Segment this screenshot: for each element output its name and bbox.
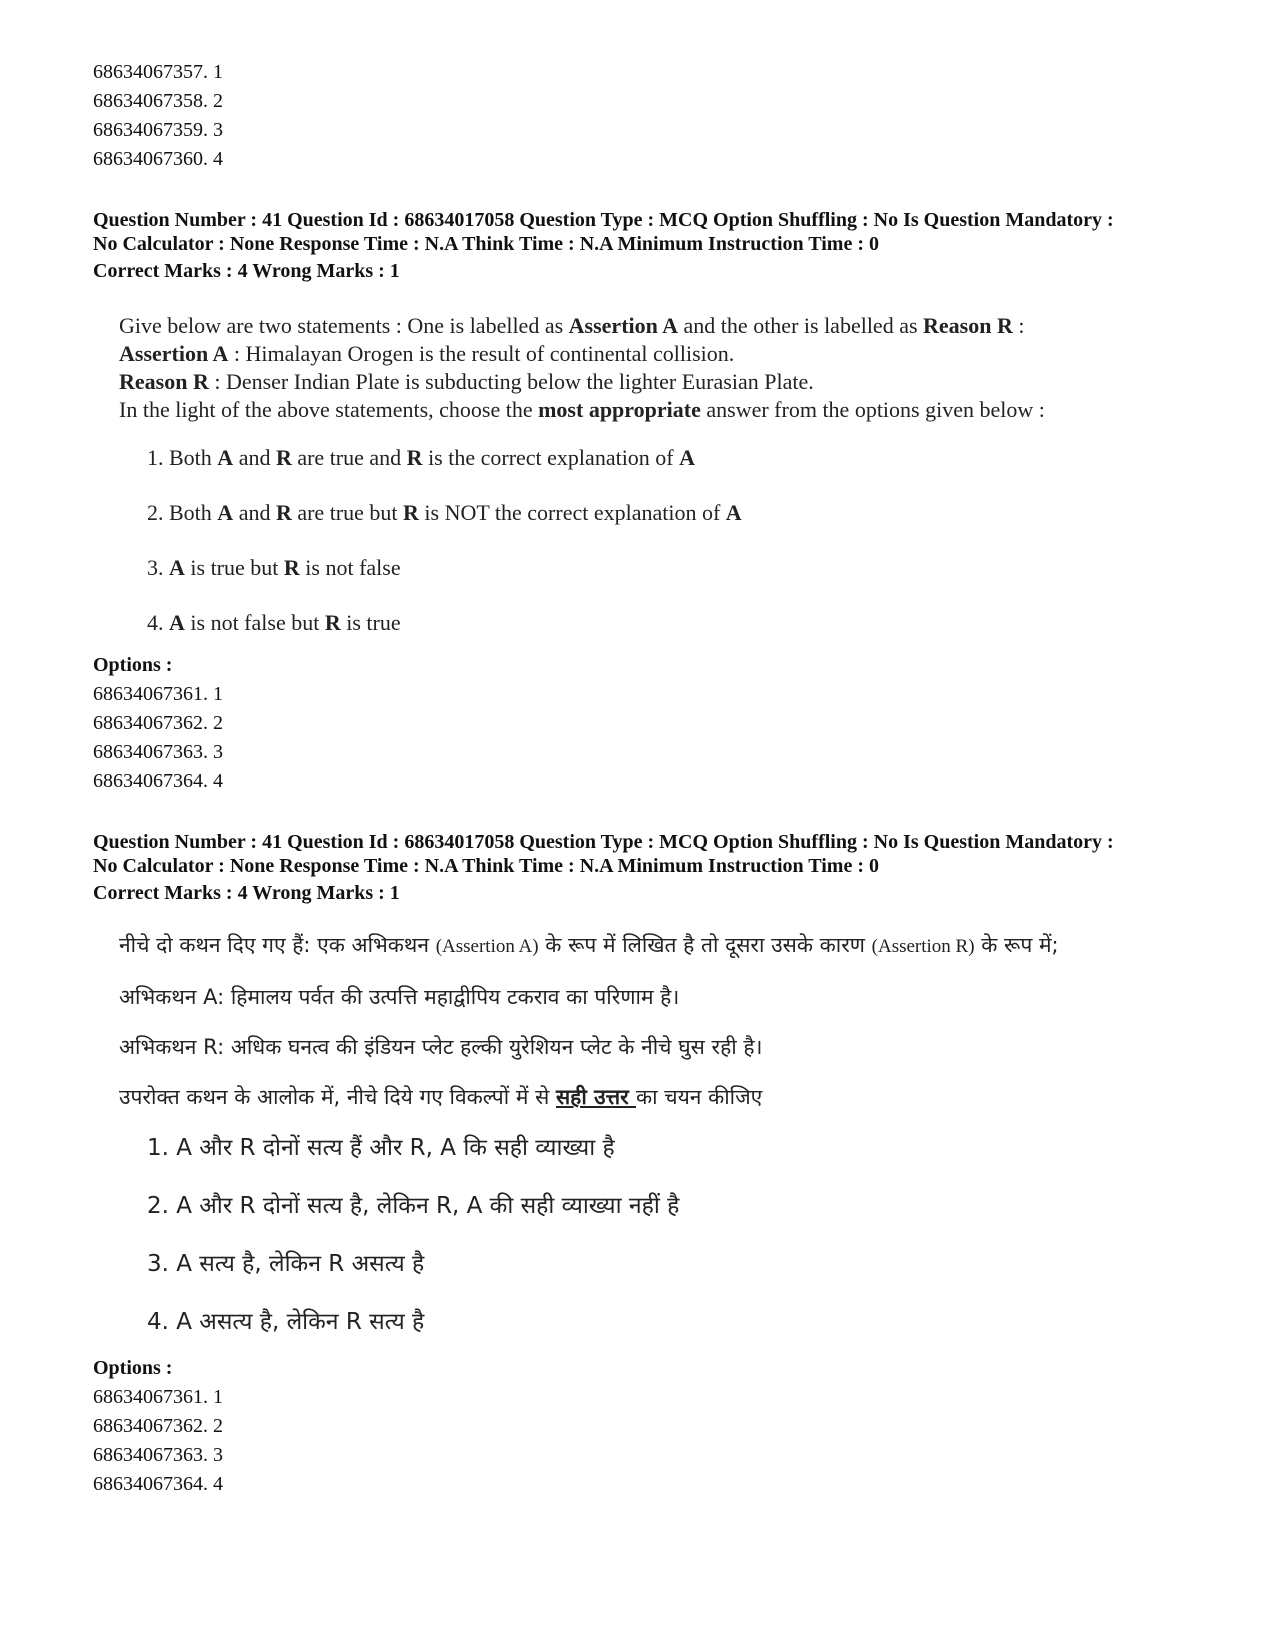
option-id: 68634067361. 1 xyxy=(93,683,223,705)
question-header-line2: No Calculator : None Response Time : N.A Think Time : N.A Minimum Instruction Time : 0 xyxy=(93,855,879,877)
answer-choice-1: 1. Both A and R are true and R is the correct explanation of A xyxy=(147,445,696,470)
options-title: Options : xyxy=(93,654,173,676)
option-id: 68634067363. 3 xyxy=(93,1444,223,1466)
question-block-hindi xyxy=(93,830,1203,1499)
answer-choice-1: 1. A और R दोनों सत्य हैं और R, A कि सही व्याख्या है xyxy=(147,1135,615,1161)
question-body xyxy=(119,930,1203,1338)
option-id: 68634067362. 2 xyxy=(93,712,223,734)
option-id: 68634067361. 1 xyxy=(93,1386,223,1408)
option-id: 68634067357. 1 xyxy=(93,61,223,83)
reason-statement: Reason R : Denser Indian Plate is subducting below the lighter Eurasian Plate. xyxy=(119,369,814,394)
options-title: Options : xyxy=(93,1357,173,1379)
answer-choices xyxy=(147,444,1203,637)
question-body xyxy=(119,312,1203,637)
reason-statement: अभिकथन R: अधिक घनत्व की इंडियन प्लेट हल्की युरेशियन प्लेट के नीचे घुस रही है। xyxy=(119,1035,763,1059)
question-header-line1: Question Number : 41 Question Id : 68634017058 Question Type : MCQ Option Shuffling : No Is Question Mandatory : xyxy=(93,209,1114,231)
option-id: 68634067360. 4 xyxy=(93,148,223,170)
answer-choices xyxy=(147,1132,1203,1338)
question-header-line2: No Calculator : None Response Time : N.A Think Time : N.A Minimum Instruction Time : 0 xyxy=(93,233,879,255)
option-id: 68634067364. 4 xyxy=(93,1473,223,1495)
question-intro: Give below are two statements : One is labelled as Assertion A and the other is labelled as Reason R : xyxy=(119,313,1025,338)
option-id: 68634067359. 3 xyxy=(93,119,223,141)
answer-choice-4: 4. A असत्य है, लेकिन R सत्य है xyxy=(147,1309,425,1335)
question-marks: Correct Marks : 4 Wrong Marks : 1 xyxy=(93,260,400,282)
answer-choice-2: 2. A और R दोनों सत्य है, लेकिन R, A की सही व्याख्या नहीं है xyxy=(147,1193,680,1219)
question-instruction: उपरोक्त कथन के आलोक में, नीचे दिये गए विकल्पों में से सही उत्तर का चयन कीजिए xyxy=(119,1085,763,1109)
option-id: 68634067364. 4 xyxy=(93,770,223,792)
answer-choice-3: 3. A सत्य है, लेकिन R असत्य है xyxy=(147,1251,425,1277)
assertion-statement: Assertion A : Himalayan Orogen is the result of continental collision. xyxy=(119,341,735,366)
option-id: 68634067358. 2 xyxy=(93,90,223,112)
answer-choice-2: 2. Both A and R are true but R is NOT the correct explanation of A xyxy=(147,500,742,525)
question-header-line1: Question Number : 41 Question Id : 68634017058 Question Type : MCQ Option Shuffling : No Is Question Mandatory : xyxy=(93,831,1114,853)
document-page xyxy=(93,58,1203,1499)
assertion-statement: अभिकथन A: हिमालय पर्वत की उत्पत्ति महाद्वीपिय टकराव का परिणाम है। xyxy=(119,985,680,1009)
answer-choice-4: 4. A is not false but R is true xyxy=(147,610,401,635)
option-id: 68634067362. 2 xyxy=(93,1415,223,1437)
prev-options-list xyxy=(93,58,1203,174)
question-marks: Correct Marks : 4 Wrong Marks : 1 xyxy=(93,882,400,904)
option-id: 68634067363. 3 xyxy=(93,741,223,763)
question-block-english xyxy=(93,208,1203,796)
answer-choice-3: 3. A is true but R is not false xyxy=(147,555,401,580)
question-instruction: In the light of the above statements, choose the most appropriate answer from the options given below : xyxy=(119,397,1045,422)
question-intro: नीचे दो कथन दिए गए हैं: एक अभिकथन (Assertion A) के रूप में लिखित है तो दूसरा उसके कारण (Assertion R) के रूप में; xyxy=(119,933,1059,957)
